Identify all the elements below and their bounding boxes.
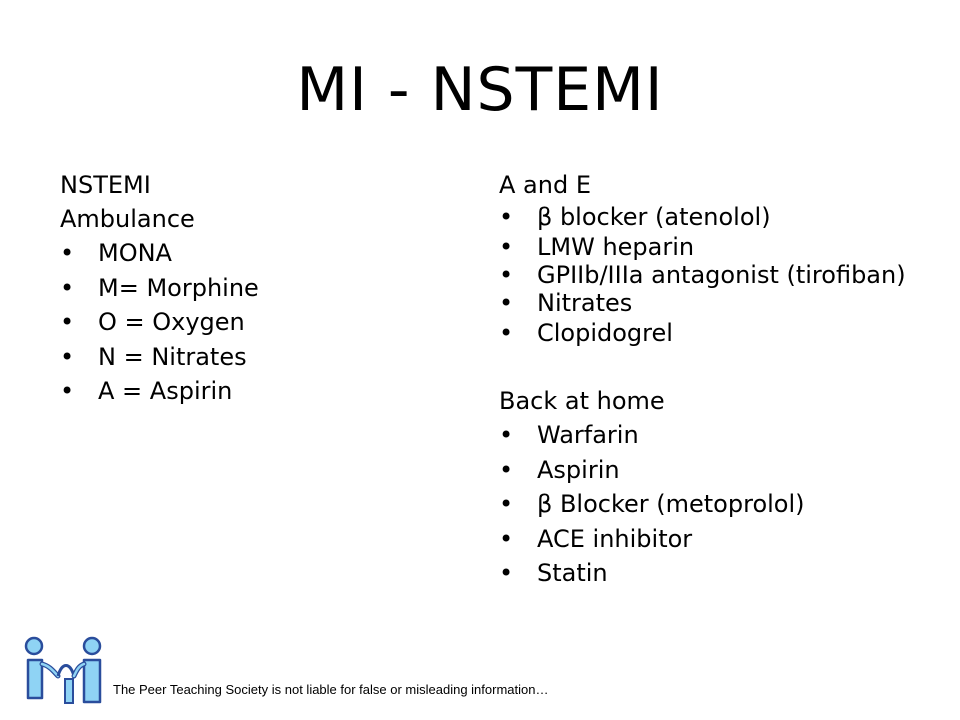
list-item: • N = Nitrates — [60, 340, 460, 375]
list-item: • GPIIb/IIIa antagonist (tirofiban) — [499, 262, 919, 288]
ae-heading: A and E — [499, 171, 591, 199]
list-item: • β Blocker (metoprolol) — [499, 487, 919, 522]
slide-title: MI - NSTEMI — [296, 55, 664, 125]
back-at-home-heading: Back at home — [499, 387, 665, 415]
left-column — [60, 168, 460, 409]
ambulance-list — [60, 236, 460, 409]
list-item: • Statin — [499, 556, 919, 591]
home-list — [499, 418, 919, 591]
ambulance-subheading: Ambulance — [60, 205, 195, 233]
list-item: • β blocker (atenolol) — [499, 202, 919, 232]
list-item: • Nitrates — [499, 288, 919, 318]
list-item: • O = Oxygen — [60, 305, 460, 340]
list-item: • ACE inhibitor — [499, 522, 919, 557]
list-item: • Warfarin — [499, 418, 919, 453]
right-column — [499, 168, 919, 591]
peer-teaching-society-logo — [20, 632, 110, 708]
list-item: • MONA — [60, 236, 460, 271]
list-item: • LMW heparin — [499, 232, 919, 262]
list-item: • Clopidogrel — [499, 318, 919, 348]
footer-disclaimer: The Peer Teaching Society is not liable for false or misleading information… — [113, 682, 549, 697]
ae-list — [499, 202, 919, 348]
list-item: • A = Aspirin — [60, 374, 460, 409]
nstemi-heading: NSTEMI — [60, 171, 151, 199]
list-item: • Aspirin — [499, 453, 919, 488]
list-item: • M= Morphine — [60, 271, 460, 306]
